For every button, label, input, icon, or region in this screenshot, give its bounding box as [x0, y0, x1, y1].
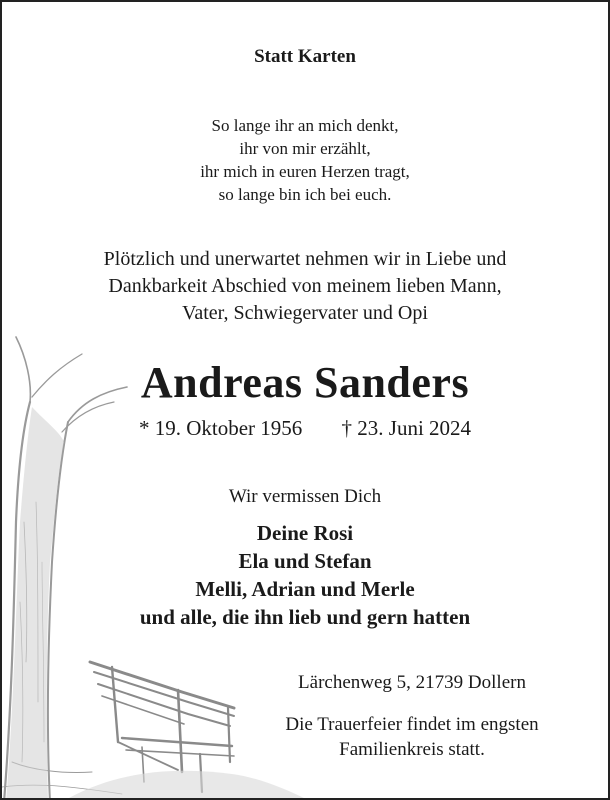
mourner: Deine Rosi — [256, 521, 354, 545]
address: Lärchenweg 5, 21739 Dollern — [298, 672, 526, 693]
ground-shading — [62, 771, 312, 800]
poem-line: So lange ihr an mich denkt, — [211, 116, 399, 135]
poem-line: ihr mich in euren Herzen tragt, — [200, 162, 410, 181]
intro-text — [2, 246, 608, 327]
mourners-list — [2, 519, 608, 631]
death-date: † 23. Juni 2024 — [341, 416, 472, 440]
heading-statt-karten: Statt Karten — [254, 46, 356, 67]
poem-line: so lange bin ich bei euch. — [218, 185, 392, 204]
intro-line: Plötzlich und unerwartet nehmen wir in Liebe und — [103, 248, 507, 270]
mourner: und alle, die ihn lieb und gern hatten — [139, 605, 471, 629]
service-line: Die Trauerfeier findet im engsten — [285, 714, 539, 735]
poem — [2, 114, 608, 206]
poem-line: ihr von mir erzählt, — [239, 139, 371, 158]
we-miss-you: Wir vermissen Dich — [228, 486, 382, 507]
intro-line: Dankbarkeit Abschied von meinem lieben Mann, — [108, 275, 502, 297]
intro-line: Vater, Schwiegervater und Opi — [182, 302, 428, 324]
life-dates — [2, 416, 608, 441]
mourner: Ela und Stefan — [238, 549, 372, 573]
birth-date: * 19. Oktober 1956 — [138, 416, 303, 440]
funeral-service-note — [242, 712, 582, 762]
service-line: Familienkreis statt. — [339, 739, 485, 760]
mourner: Melli, Adrian und Merle — [195, 577, 415, 601]
deceased-name: Andreas Sanders — [140, 358, 470, 407]
